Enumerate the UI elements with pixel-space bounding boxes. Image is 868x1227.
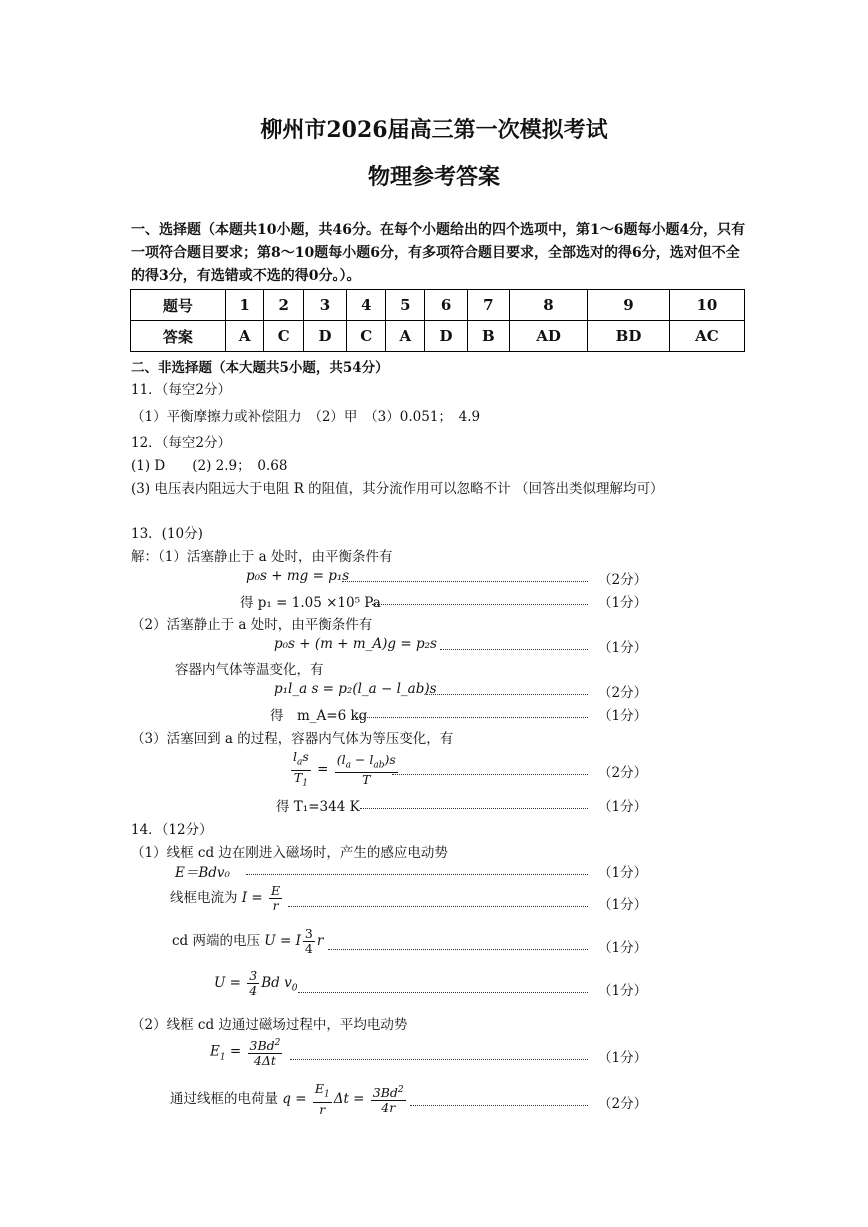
q12-head: 12．（每空2分）	[131, 435, 232, 451]
q14-voltage: cd 两端的电压 U = I $\frac{3}{4}$ r	[172, 926, 324, 956]
leader-dots	[298, 992, 588, 993]
answer-cell: C	[264, 321, 304, 352]
leader-dots	[290, 1059, 588, 1060]
q13-part2-intro: （2）活塞静止于 a 处时，由平衡条件有	[131, 617, 373, 633]
leader-dots	[342, 581, 588, 582]
q13-part1-intro: 解：（1）活塞静止于 a 处时，由平衡条件有	[131, 549, 393, 565]
question-number-cell: 8	[509, 290, 587, 321]
q14-head: 14．（12分）	[131, 822, 213, 838]
answer-cell: A	[386, 321, 425, 352]
row-label: 题号	[131, 290, 226, 321]
q13-eq1: p₀s + mg = p₁s	[246, 568, 350, 584]
answer-cell: D	[304, 321, 347, 352]
leader-dots	[372, 604, 588, 605]
leader-dots	[328, 949, 588, 950]
q12-answers-1: (1) D (2) 2.9； 0.68	[131, 458, 288, 474]
score: （2分）	[598, 765, 648, 781]
answer-cell: A	[225, 321, 264, 352]
score: （1分）	[598, 897, 648, 913]
q14-current-label: 线框电流为	[170, 890, 238, 906]
q13-eq2: p₀s + (m + m_A)g = p₂s	[274, 636, 437, 652]
q13-result3: 得 T₁=344 K	[276, 799, 360, 815]
question-number-cell: 4	[346, 290, 386, 321]
row-label: 答案	[131, 321, 226, 352]
q13-result2: 得 m_A=6 kg	[270, 708, 368, 724]
score: （1分）	[598, 799, 648, 815]
section2-heading: 二、非选择题（本大题共5小题，共54分）	[131, 360, 389, 376]
answer-cell: AD	[509, 321, 587, 352]
q14-eq-e1: $E_1$ = $\frac{3Bd^2}{4\Delta t}$	[210, 1038, 281, 1069]
answer-table	[130, 289, 745, 352]
score: （1分）	[598, 983, 648, 999]
answer-cell: B	[467, 321, 509, 352]
leader-dots	[440, 649, 588, 650]
q12-answers-2: (3) 电压表内阻远大于电阻 R 的阻值，其分流作用可以忽略不计 （回答出类似理解均可）	[131, 481, 664, 497]
exam-title: 柳州市2026届高三第一次模拟考试	[260, 117, 608, 143]
q13-part3-intro: （3）活塞回到 a 的过程，容器内气体为等压变化，有	[131, 731, 454, 747]
q14-charge-label: 通过线框的电荷量	[170, 1090, 278, 1107]
score: （1分）	[598, 1050, 648, 1066]
score: （1分）	[598, 940, 648, 956]
answer-cell: AC	[669, 321, 744, 352]
leader-dots	[410, 1105, 588, 1106]
q13-part2-mid: 容器内气体等温变化，有	[175, 662, 324, 678]
q14-eq-u: U = $\frac{3}{4}$ Bd $v_0$	[214, 968, 298, 998]
q13-eq3: p₁l_a s = p₂(l_a − l_ab)s	[274, 681, 437, 697]
q13-result1: 得 p₁ = 1.05 ×10⁵ Pa	[240, 595, 381, 611]
question-number-cell: 2	[264, 290, 304, 321]
q13-head: 13．(10分)	[131, 526, 203, 542]
q14-current: 线框电流为 I = $\frac{E}{r}$	[170, 883, 281, 913]
question-number-cell: 5	[386, 290, 425, 321]
q11-head: 11．（每空2分）	[131, 382, 232, 398]
score: （2分）	[598, 1096, 648, 1112]
q13-eq4: $\frac{l_as}{T_1}$ = $\frac{(l_a - l_{ab})s}{T}$	[293, 749, 396, 788]
score: （1分）	[598, 708, 648, 724]
q11-answers: （1）平衡摩擦力或补偿阻力 （2）甲 （3）0.051； 4.9	[131, 409, 481, 425]
q14-part2-intro: （2）线框 cd 边通过磁场过程中，平均电动势	[131, 1017, 408, 1033]
score: （2分）	[598, 685, 648, 701]
score: （1分）	[598, 640, 648, 656]
answer-cell: D	[425, 321, 468, 352]
question-number-cell: 7	[467, 290, 509, 321]
question-number-cell: 10	[669, 290, 744, 321]
q14-charge: 通过线框的电荷量 q = $\frac{E_1}{r}$ Δt = $\frac{3Bd^2}{4r}$	[170, 1081, 404, 1117]
question-number-cell: 1	[225, 290, 264, 321]
answer-cell: C	[346, 321, 386, 352]
score: （2分）	[598, 572, 648, 588]
leader-dots	[288, 906, 588, 907]
leader-dots	[352, 717, 588, 718]
answer-cell: BD	[588, 321, 670, 352]
q14-part1-intro: （1）线框 cd 边在刚进入磁场时，产生的感应电动势	[131, 845, 448, 861]
table-row-answers	[131, 321, 745, 352]
section1-heading: 一、选择题（本题共10小题，共46分。在每个小题给出的四个选项中，第1～6题每小题4分，只有一项符合题目要求；第8～10题每小题6分，有多项符合题目要求，全部选对的得6分，选对但不全的得3分，有选错或不选的得0分。）。	[131, 222, 746, 284]
question-number-cell: 9	[588, 290, 670, 321]
question-number-cell: 3	[304, 290, 347, 321]
q14-eq1: E＝Bdv₀	[175, 865, 230, 881]
score: （1分）	[598, 865, 648, 881]
q14-voltage-label: cd 两端的电压	[172, 933, 260, 949]
leader-dots	[426, 694, 588, 695]
leader-dots	[246, 874, 588, 875]
score: （1分）	[598, 595, 648, 611]
leader-dots	[392, 774, 588, 775]
answer-title: 物理参考答案	[367, 164, 500, 190]
question-number-cell: 6	[425, 290, 468, 321]
table-row-numbers	[131, 290, 745, 321]
leader-dots	[360, 808, 588, 809]
